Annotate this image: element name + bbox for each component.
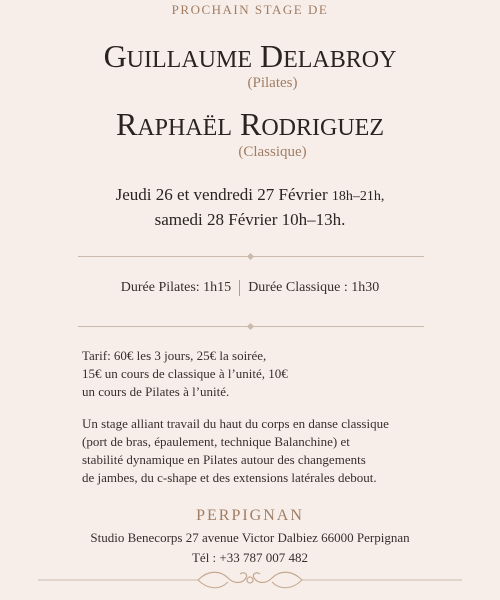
divider-top — [78, 256, 424, 257]
duration-classique: Durée Classique : 1h30 — [248, 280, 380, 296]
tarif-line-2: 15€ un cours de classique à l’unité, 10€ — [82, 366, 288, 381]
schedule-line-2: samedi 28 Février 10h–13h. — [154, 210, 346, 229]
schedule — [0, 183, 500, 231]
schedule-line-1-main: Jeudi 26 et vendredi 27 Février — [115, 185, 328, 204]
durations — [0, 280, 500, 296]
teacher-1-first-rest: UILLAUME — [126, 47, 252, 73]
teacher-2-first-cap: R — [115, 106, 138, 142]
teacher-name-1 — [0, 40, 500, 72]
studio-address: Studio Benecorps 27 avenue Victor Dalbiez 66000 Perpignan — [90, 530, 410, 545]
teacher-2-style: (Classique) — [238, 144, 307, 160]
tarif-line-1: Tarif: 60€ les 3 jours, 25€ la soirée, — [82, 348, 267, 363]
city-heading: PERPIGNAN — [196, 507, 304, 524]
divider-diamond — [247, 253, 254, 260]
description-line-3: stabilité dynamique en Pilates autour des changements — [82, 452, 366, 467]
teacher-1-style: (Pilates) — [247, 75, 298, 91]
description-line-4: de jambes, du c-shape et des extensions latérales debout. — [82, 470, 377, 485]
teacher-2-last-rest: ODRIGUEZ — [261, 115, 384, 141]
teacher-2-first-rest: APHAËL — [137, 115, 232, 141]
teacher-1-last-rest: ELABROY — [283, 47, 397, 73]
phone-number: Tél : +33 787 007 482 — [191, 550, 309, 565]
teacher-1-first-cap: G — [103, 38, 127, 74]
teacher-2-last-cap: R — [240, 106, 262, 142]
description-block — [82, 415, 427, 487]
kicker-heading: PROCHAIN STAGE DE — [171, 2, 329, 17]
tarif-line-3: un cours de Pilates à l’unité. — [82, 384, 230, 399]
flourish-ornament-icon — [38, 568, 462, 592]
tarif-block — [82, 347, 412, 401]
schedule-line-1 — [0, 183, 500, 208]
schedule-line-1-time: 18h–21h, — [331, 189, 385, 204]
divider-bottom — [78, 326, 424, 327]
divider-diamond — [247, 323, 254, 330]
duration-pilates: Durée Pilates: 1h15 — [120, 280, 232, 296]
teacher-name-2 — [0, 108, 500, 140]
duration-separator — [239, 280, 240, 296]
teacher-1-last-cap: D — [259, 38, 284, 74]
description-line-2: (port de bras, épaulement, technique Balanchine) et — [82, 434, 350, 449]
description-line-1: Un stage alliant travail du haut du corps en danse classique — [82, 416, 389, 431]
